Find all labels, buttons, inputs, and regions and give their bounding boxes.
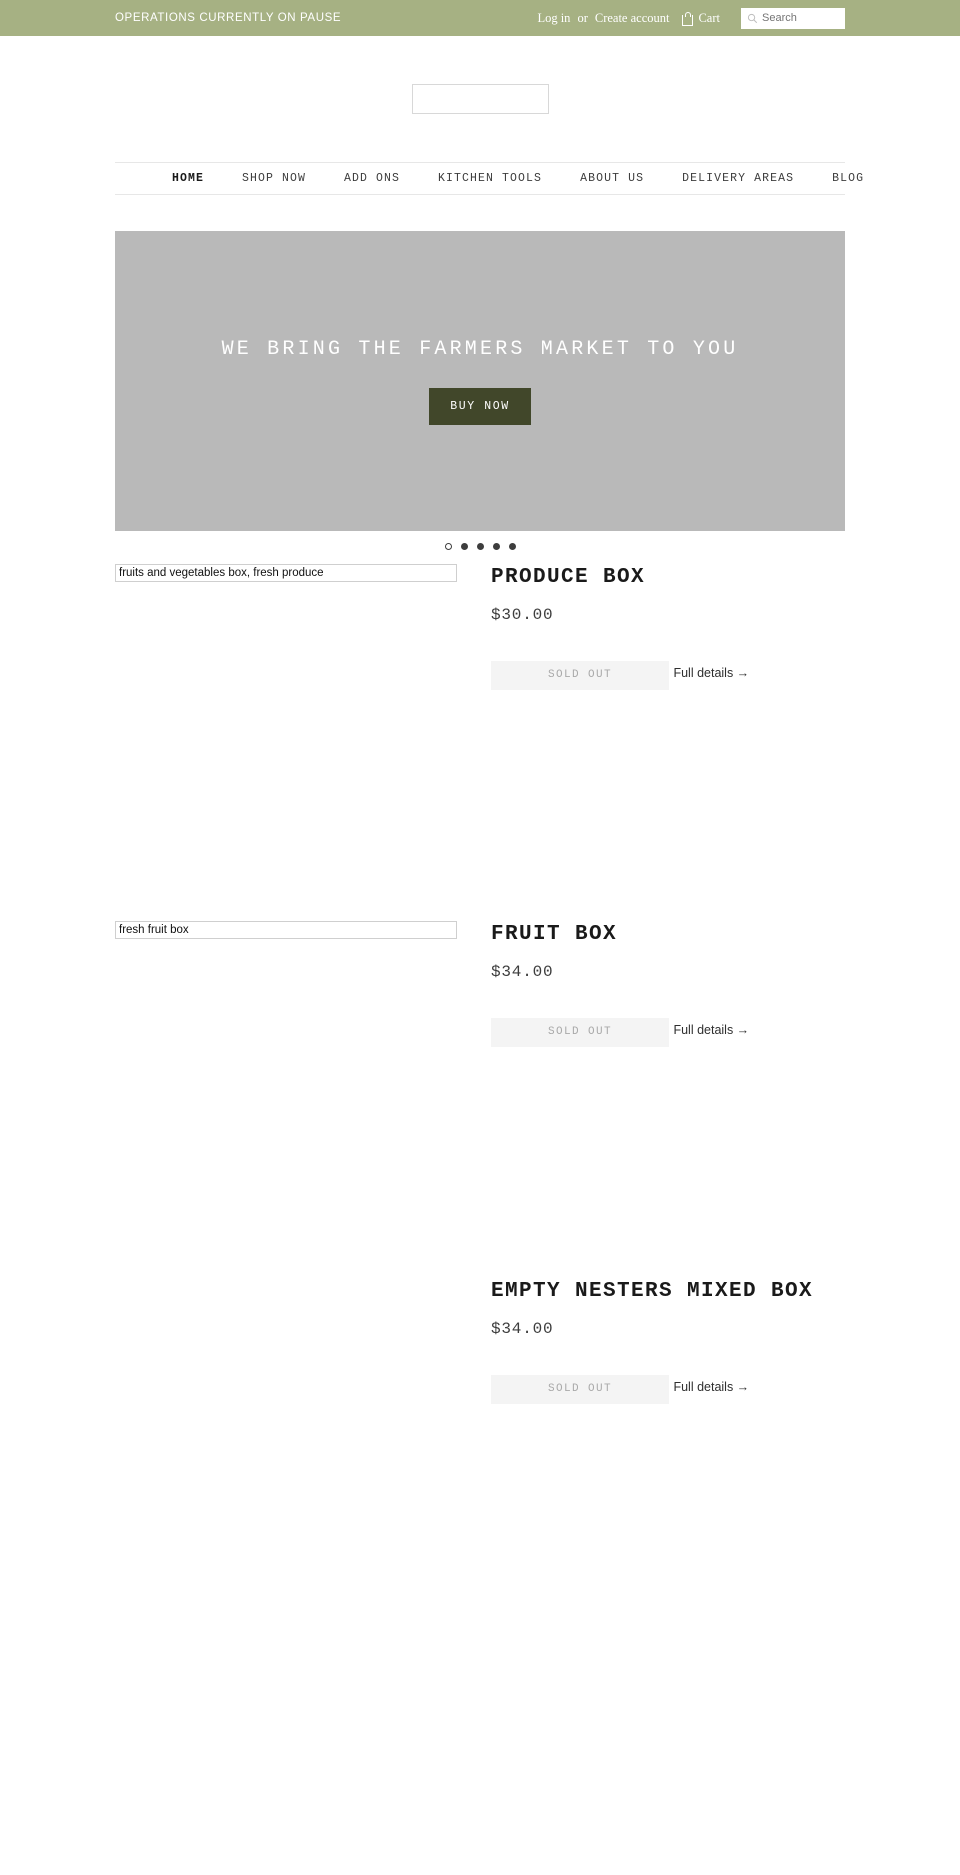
full-details-link[interactable]: Full details → — [673, 1380, 750, 1394]
product-title: EMPTY NESTERS MIXED BOX — [491, 1280, 814, 1303]
full-details-link[interactable]: Full details → — [673, 1023, 750, 1037]
product-title: PRODUCE BOX — [491, 566, 646, 589]
create-account-link[interactable]: Create account — [594, 10, 670, 25]
product-title: FRUIT BOX — [491, 923, 618, 946]
customer-links — [537, 8, 845, 29]
announcement-bar — [0, 0, 960, 36]
sold-out-button[interactable]: SOLD OUT — [491, 1018, 669, 1047]
cart-link[interactable] — [682, 11, 720, 26]
product-price: $30.00 — [491, 606, 554, 624]
search-icon — [747, 13, 758, 24]
product-details — [473, 1276, 845, 1404]
nav-item-kitchen-tools[interactable]: KITCHEN TOOLS — [438, 172, 543, 185]
slide-dot-1[interactable] — [445, 543, 452, 550]
product-image-alt-text: fruits and vegetables box, fresh produce — [115, 564, 457, 582]
product-image-wrapper[interactable] — [115, 1276, 473, 1296]
product-image-wrapper[interactable] — [115, 919, 473, 939]
slide-dot-3[interactable] — [477, 543, 484, 550]
nav-item-about-us[interactable]: ABOUT US — [580, 172, 645, 185]
featured-products — [115, 562, 845, 1404]
product-row — [115, 919, 845, 1276]
hero-buy-now-button[interactable]: BUY NOW — [429, 388, 531, 425]
product-image-alt-text — [115, 1278, 457, 1296]
login-link[interactable]: Log in — [537, 10, 571, 25]
slide-dot-4[interactable] — [493, 543, 500, 550]
nav-item-shop-now[interactable]: SHOP NOW — [242, 172, 307, 185]
hero-slideshow — [115, 231, 845, 531]
main-navigation — [115, 162, 865, 195]
slide-dot-2[interactable] — [461, 543, 468, 550]
product-price: $34.00 — [491, 963, 554, 981]
search-box[interactable] — [741, 8, 845, 29]
search-input[interactable] — [758, 11, 839, 25]
product-row — [115, 1276, 845, 1404]
slide-dot-5[interactable] — [509, 543, 516, 550]
sold-out-button[interactable]: SOLD OUT — [491, 1375, 669, 1404]
product-details — [473, 919, 845, 1047]
logo-area — [0, 36, 960, 162]
nav-item-delivery-areas[interactable]: DELIVERY AREAS — [682, 172, 795, 185]
product-image-alt-text: fresh fruit box — [115, 921, 457, 939]
site-logo[interactable] — [412, 84, 549, 114]
product-details — [473, 562, 845, 690]
product-price: $34.00 — [491, 1320, 554, 1338]
hero-headline: WE BRING THE FARMERS MARKET TO YOU — [221, 337, 739, 361]
sold-out-button[interactable]: SOLD OUT — [491, 661, 669, 690]
product-image-wrapper[interactable] — [115, 562, 473, 582]
slideshow-pagination — [115, 531, 845, 562]
cart-label: Cart — [698, 10, 720, 25]
nav-item-home[interactable]: HOME — [172, 172, 205, 185]
nav-item-blog[interactable]: BLOG — [832, 172, 865, 185]
cart-icon — [682, 12, 693, 25]
nav-item-add-ons[interactable]: ADD ONS — [344, 172, 401, 185]
or-separator: or — [577, 10, 588, 25]
full-details-link[interactable]: Full details → — [673, 666, 750, 680]
product-row — [115, 562, 845, 919]
announcement-text: OPERATIONS CURRENTLY ON PAUSE — [115, 12, 342, 24]
